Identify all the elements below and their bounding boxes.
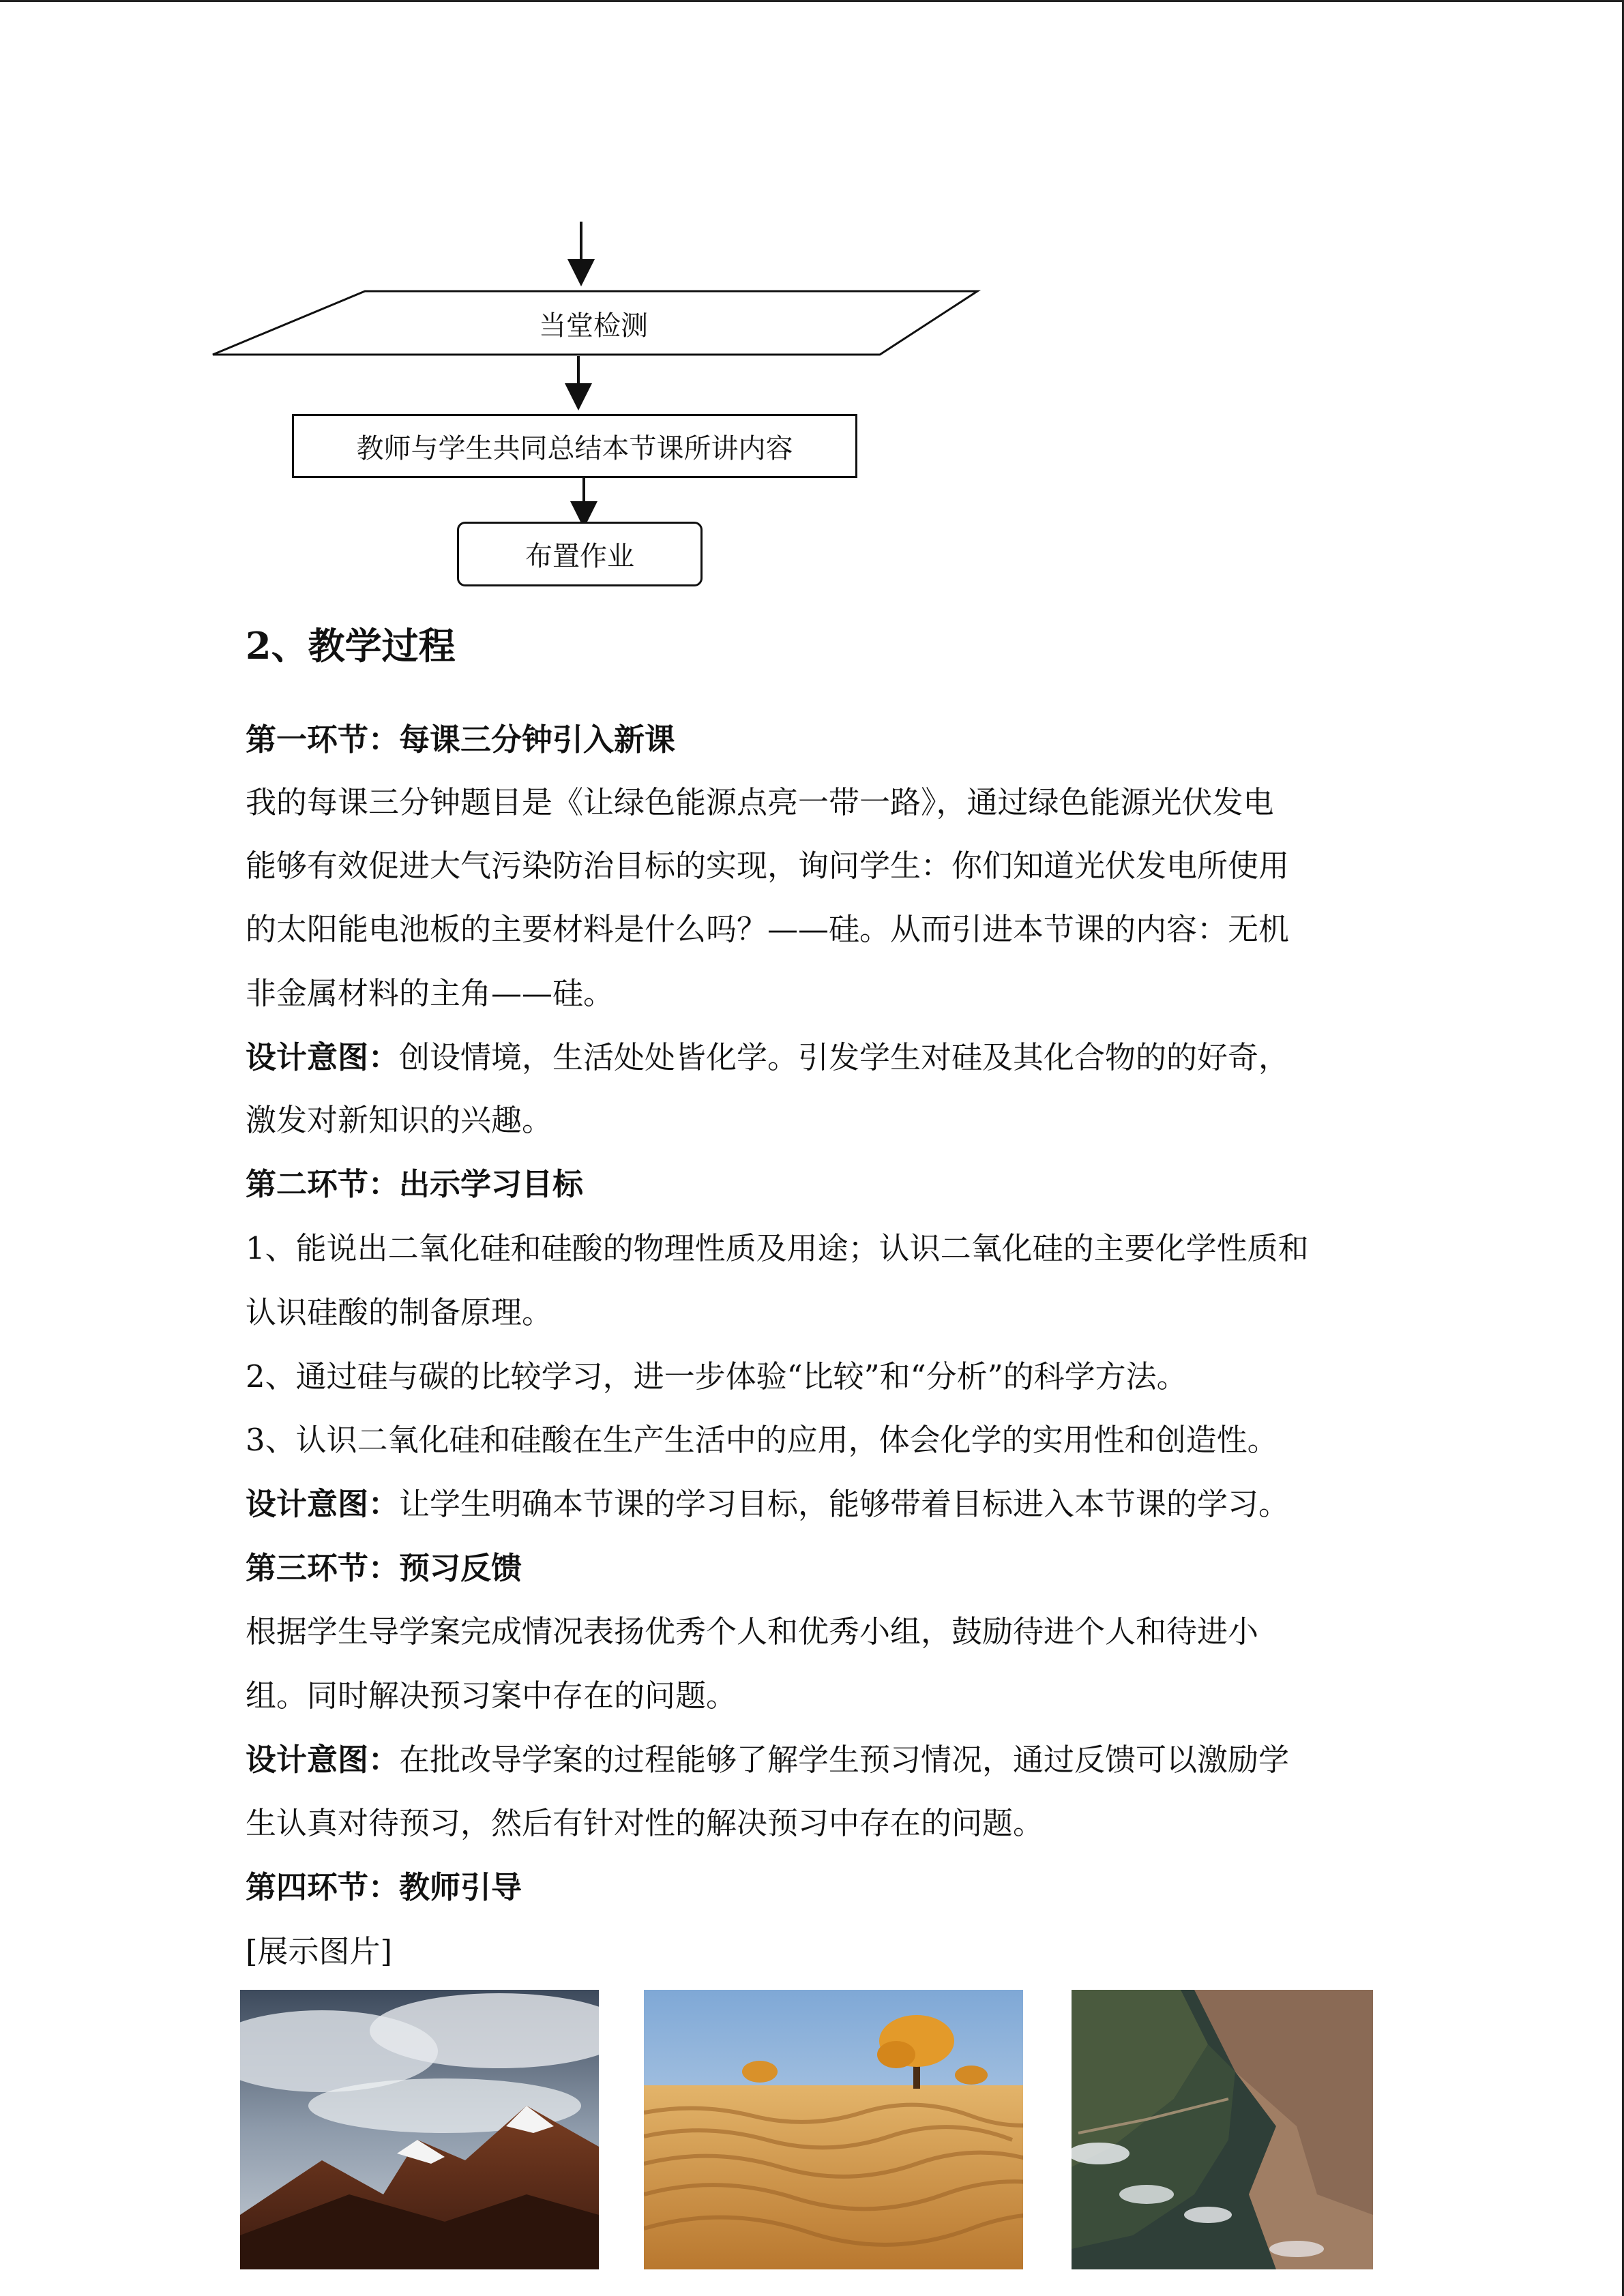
s2-goal-1b: 认识硅酸的制备原理。 (246, 1294, 553, 1330)
flow-step3-box (457, 522, 703, 586)
s1-intent-text: 创设情境，生活处处皆化学。引发学生对硅及其化合物的的好奇， (399, 1039, 1290, 1075)
s2-goal-2: 2、通过硅与碳的比较学习，进一步体验“比较”和“分析”的科学方法。 (246, 1358, 1187, 1395)
flow-step3-label: 布置作业 (525, 541, 634, 572)
s1-para-3: 的太阳能电池板的主要材料是什么吗？——硅。从而引进本节课的内容：无机 (246, 911, 1290, 947)
s1-intent-cont: 激发对新知识的兴趣。 (246, 1102, 553, 1138)
s3-title: 第三环节：预习反馈 (246, 1550, 522, 1586)
flow-step2-box (292, 414, 857, 478)
satellite-photo-art (1072, 1990, 1373, 2269)
desert-photo-art (644, 1990, 1023, 2269)
s1-para-2: 能够有效促进大气污染防治目标的实现，询问学生：你们知道光伏发电所使用 (246, 848, 1290, 884)
satellite-photo (1072, 1990, 1373, 2269)
s2-intent (246, 1484, 1289, 1525)
s1-para-1: 我的每课三分钟题目是《让绿色能源点亮一带一路》，通过绿色能源光伏发电 (246, 784, 1274, 820)
s3-intent-cont: 生认真对待预习，然后有针对性的解决预习中存在的问题。 (246, 1805, 1044, 1841)
s3-para-1: 根据学生导学案完成情况表扬优秀个人和优秀小组，鼓励待进个人和待进小 (246, 1613, 1259, 1650)
s3-intent-text: 在批改导学案的过程能够了解学生预习情况，通过反馈可以激励学 (399, 1742, 1290, 1778)
s3-intent (246, 1740, 1289, 1780)
s1-title: 第一环节：每课三分钟引入新课 (246, 721, 676, 758)
s3-para-2: 组。同时解决预习案中存在的问题。 (246, 1678, 737, 1714)
s2-intent-label: 设计意图： (246, 1486, 400, 1522)
section-heading: 2、教学过程 (246, 624, 456, 668)
s2-title: 第二环节：出示学习目标 (246, 1166, 584, 1202)
flowchart-lines (0, 0, 1624, 600)
desert-photo (644, 1990, 1023, 2269)
s4-title: 第四环节：教师引导 (246, 1869, 522, 1905)
s1-para-4: 非金属材料的主角——硅。 (246, 975, 615, 1011)
s2-goal-3: 3、认识二氧化硅和硅酸在生产生活中的应用，体会化学的实用性和创造性。 (246, 1422, 1278, 1458)
mountain-photo-art (240, 1990, 599, 2269)
flow-step1-label: 当堂检测 (539, 310, 648, 342)
flowchart (0, 0, 1624, 600)
flow-step2-label: 教师与学生共同总结本节课所讲内容 (356, 432, 793, 464)
s2-intent-text: 让学生明确本节课的学习目标，能够带着目标进入本节课的学习。 (399, 1486, 1290, 1522)
s1-intent (246, 1037, 1289, 1078)
s1-intent-label: 设计意图： (246, 1039, 400, 1075)
mountain-photo (240, 1990, 599, 2269)
s3-intent-label: 设计意图： (246, 1742, 400, 1778)
s4-show-images: [展示图片] (246, 1933, 393, 1969)
s2-goal-1a: 1、能说出二氧化硅和硅酸的物理性质及用途；认识二氧化硅的主要化学性质和 (246, 1230, 1309, 1266)
